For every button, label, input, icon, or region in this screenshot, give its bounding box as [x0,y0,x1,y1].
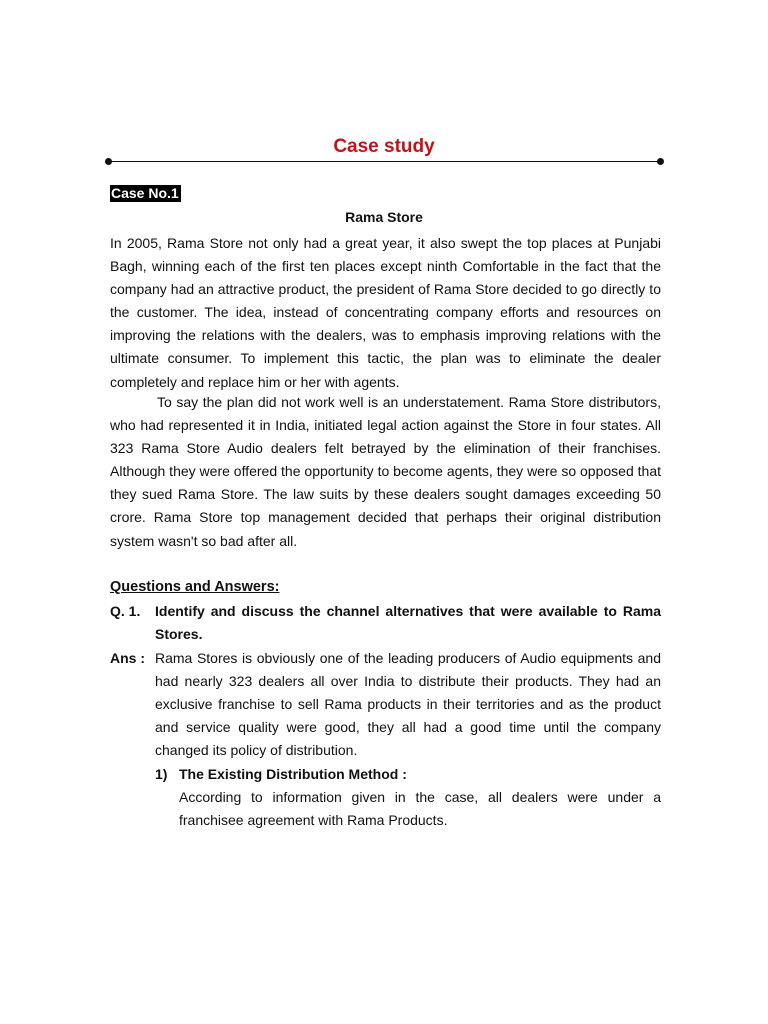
question-label: Q. 1. [110,603,141,619]
divider-right-dot [657,158,664,165]
subsection-title: The Existing Distribution Method : [179,766,407,782]
answer-text: Rama Stores is obviously one of the leading producers of Audio equipments and had nearly 323 dealers all over India to distribute their products. They had an exclusive franchise to sell Rama products in their territories and as the product and service quality were good, they all had a good time until the company changed its policy of distribution. [155,650,661,759]
title-divider [108,161,661,162]
answer-label: Ans : [110,650,145,666]
subsection-text: According to information given in the case, all dealers were under a franchisee agreement with Rama Products. [179,789,661,829]
case-paragraph-2: To say the plan did not work well is an understatement. Rama Store distributors, who had represented it in India, initiated legal action against the Store in four states. All 323 Rama Store Audio dealers felt betrayed by the elimination of their franchises. Although they were offered the opportunity to become agents, they were so opposed that they sued Rama Store. The law suits by these dealers sought damages exceeding 50 crore. Rama Store top management decided that perhaps their original distribution system wasn't so bad after all. [110,394,661,549]
divider-left-dot [105,158,112,165]
case-title: Rama Store [345,209,423,225]
question-text: Identify and discuss the channel alternatives that were available to Rama Stores. [155,603,661,643]
qa-heading: Questions and Answers: [110,579,280,595]
subsection-number: 1) [155,766,168,782]
case-number-label: Case No.1 [111,185,179,201]
case-paragraph-1: In 2005, Rama Store not only had a great year, it also swept the top places at Punjabi Bagh, winning each of the first ten places except ninth Comfortable in the fact that the company had an attractive product, the president of Rama Store decided to go directly to the customer. The idea, instead of concentrating company efforts and resources on improving the relations with the dealers, was to emphasis improving relations with the ultimate consumer. To implement this tactic, the plan was to eliminate the dealer completely and replace him or her with agents. [110,235,661,390]
page-title: Case study [333,136,435,157]
